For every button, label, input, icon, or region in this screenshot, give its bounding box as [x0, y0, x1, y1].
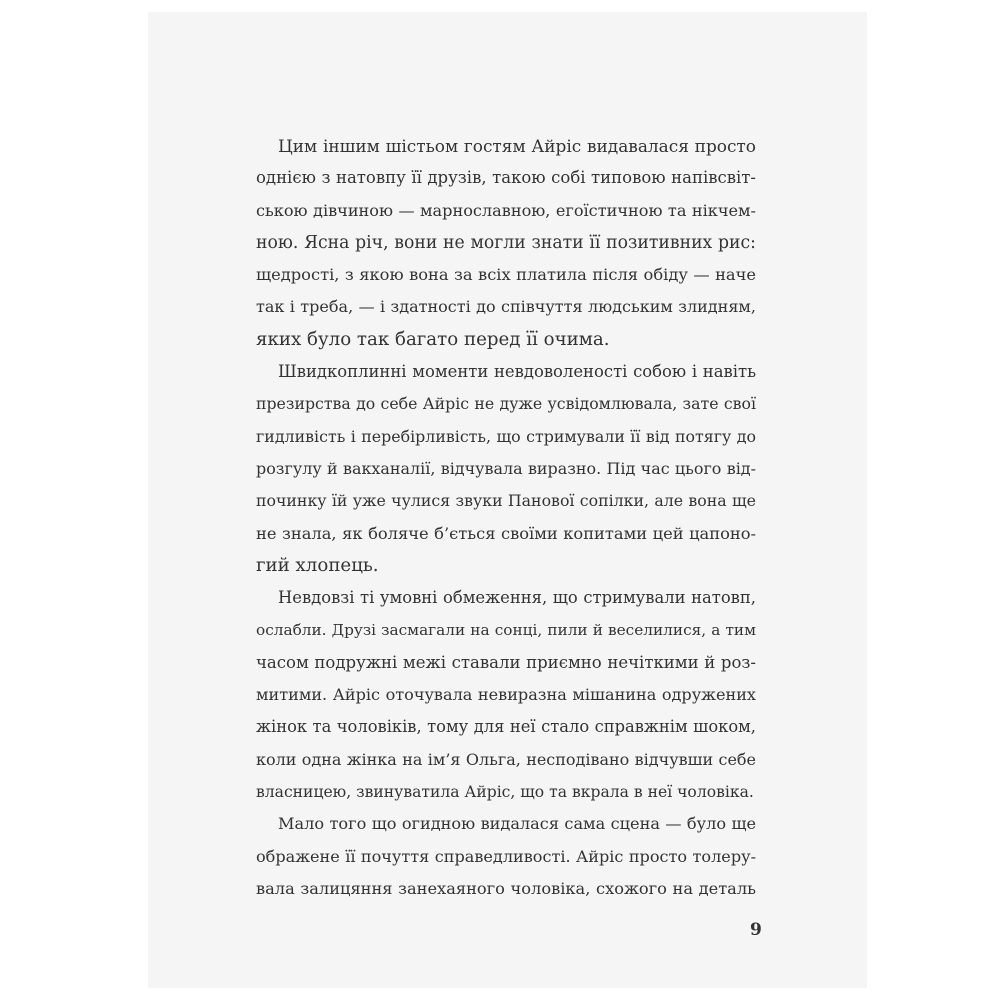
paragraph-1: [256, 130, 756, 356]
text-line: Невдовзі ті умовні обмеження, що стримували натовп,: [278, 588, 756, 608]
body-text: [256, 130, 756, 905]
paragraph-4: [256, 808, 756, 905]
page-number: 9: [750, 920, 762, 940]
text-line: часом подружні межі ставали приємно нечіткими й роз-: [256, 652, 756, 672]
text-line: ською дівчиною — марнославною, егоїстичною та нікчем-: [256, 200, 756, 220]
text-line: ною. Ясна річ, вони не могли знати її позитивних рис:: [256, 232, 756, 253]
text-line: однією з натовпу її друзів, такою собі типовою напівсвіт-: [256, 168, 756, 188]
text-line: ображене її почуття справедливості. Айріс просто толеру-: [256, 846, 756, 866]
paragraph-2: [256, 356, 756, 582]
paragraph-3: [256, 582, 756, 808]
text-line: Цим іншим шістьом гостям Айріс видавалася просто: [278, 136, 756, 156]
text-line: гий хлопець.: [256, 554, 379, 576]
text-line: власницею, звинуватила Айріс, що та вкрала в неї чоловіка.: [256, 782, 754, 801]
text-line: так і треба, — і здатності до співчуття людським злидням,: [256, 297, 756, 317]
text-line: митими. Айріс оточувала невиразна мішанина одружених: [256, 685, 756, 705]
text-line: Мало того що огидною видалася сама сцена — було ще: [278, 814, 756, 834]
text-line: гидливість і перебірливість, що стримували її від потягу до: [256, 426, 756, 446]
text-line: щедрості, з якою вона за всіх платила після обіду — наче: [256, 265, 756, 285]
text-line: не знала, як боляче б’ється своїми копитами цей цапоно-: [256, 523, 756, 543]
text-line: жінок та чоловіків, тому для неї стало справжнім шоком,: [256, 717, 756, 737]
text-line: Швидкоплинні моменти невдоволеності собою і навіть: [278, 362, 756, 382]
text-line: розгулу й вакханалії, відчувала виразно. Під час цього від-: [256, 458, 756, 478]
book-page: [148, 12, 867, 988]
text-line: презирства до себе Айріс не дуже усвідомлювала, зате свої: [256, 394, 756, 414]
text-line: яких було так багато перед її очима.: [256, 328, 610, 350]
text-line: ослабли. Друзі засмагали на сонці, пили й веселилися, а тим: [256, 621, 756, 640]
text-line: коли одна жінка на ім’я Ольга, несподівано відчувши себе: [256, 749, 756, 769]
text-line: вала залицяння занехаяного чоловіка, схожого на деталь: [256, 878, 756, 898]
text-line: починку їй уже чулися звуки Панової сопілки, але вона ще: [256, 491, 756, 511]
